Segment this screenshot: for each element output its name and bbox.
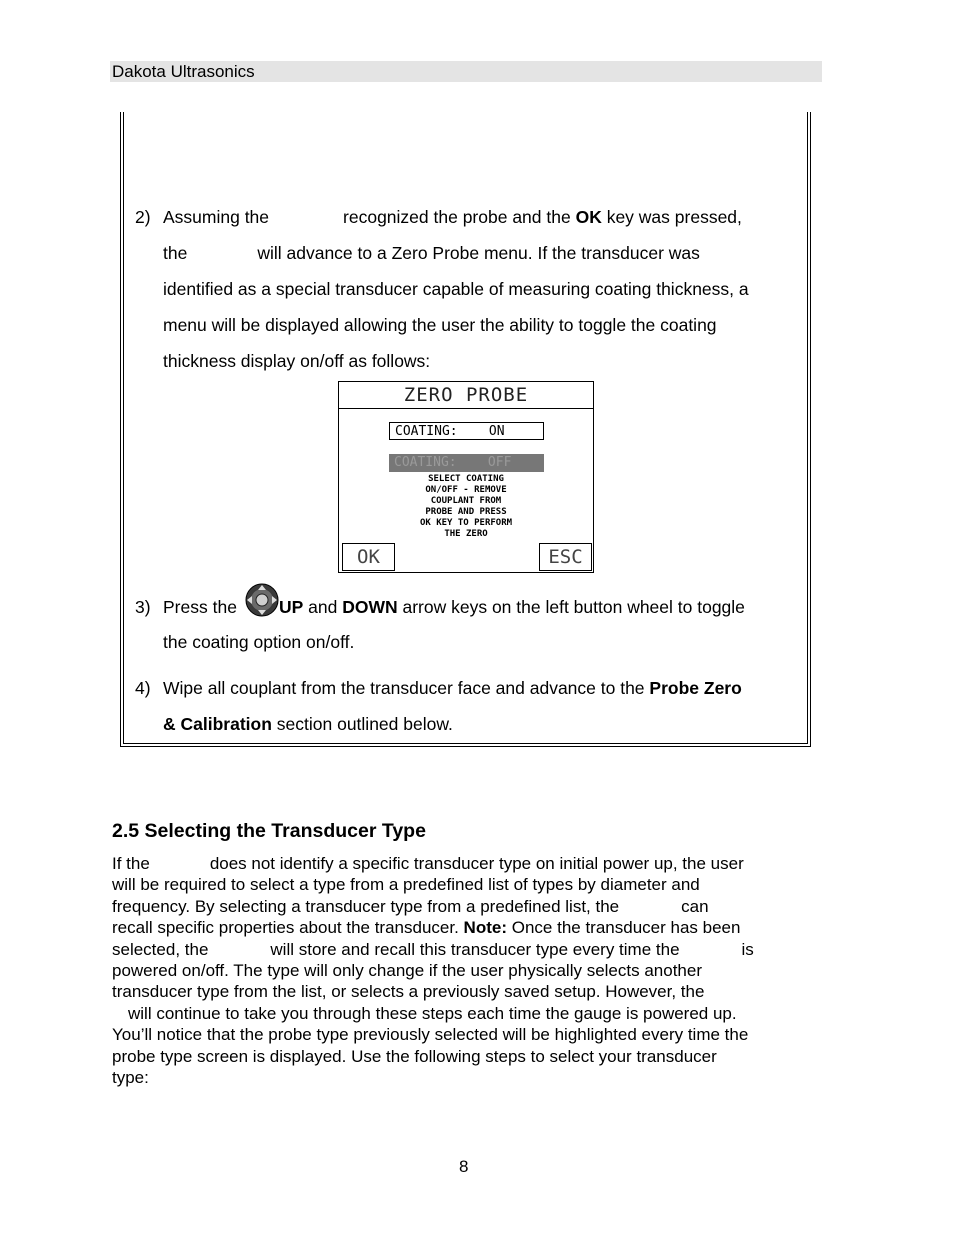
step-4: [135, 670, 805, 742]
paragraph-line: selected, the will store and recall this transducer type every time the is: [112, 939, 754, 959]
coating-on-option[interactable]: COATING: ON: [389, 422, 544, 440]
company-name: Dakota Ultrasonics: [112, 62, 255, 81]
step-3: [135, 589, 805, 661]
step-text-line: the coating option on/off.: [163, 632, 355, 652]
step-text-line: the will advance to a Zero Probe menu. If the transducer was: [163, 243, 700, 263]
paragraph-line: You’ll notice that the probe type previously selected will be highlighted every time the: [112, 1025, 749, 1045]
instruction-line: PROBE AND PRESS: [425, 507, 507, 517]
step-text-line: Assuming the recognized the probe and the OK key was pressed,: [163, 207, 742, 227]
instruction-line: SELECT COATING: [428, 474, 504, 484]
paragraph-line: powered on/off. The type will only change if the user physically selects another: [112, 961, 702, 980]
paragraph-line: frequency. By selecting a transducer type from a predefined list, the can: [112, 896, 709, 916]
step-text-line: thickness display on/off as follows:: [163, 351, 431, 371]
paragraph-line: type:: [112, 1068, 149, 1087]
step-text-line: identified as a special transducer capable of measuring coating thickness, a: [163, 279, 749, 299]
section-heading: 2.5 Selecting the Transducer Type: [112, 820, 426, 842]
button-wheel-icon: [245, 583, 279, 617]
step-2: [135, 199, 805, 379]
esc-button[interactable]: ESC: [539, 543, 592, 571]
page-number: 8: [459, 1157, 469, 1176]
coating-off-option[interactable]: COATING: OFF: [389, 454, 544, 472]
step-text-line: Press the UP and DOWN arrow keys on the left button wheel to toggle: [163, 597, 745, 617]
step-text-line: menu will be displayed allowing the user the ability to toggle the coating: [163, 315, 717, 335]
instruction-line: OK KEY TO PERFORM: [419, 518, 513, 528]
paragraph-line: will be required to select a type from a predefined list of types by diameter and: [112, 875, 700, 895]
paragraph-line: If the does not identify a specific transducer type on initial power up, the user: [112, 854, 744, 873]
step-text-line: Wipe all couplant from the transducer face and advance to the Probe Zero: [163, 678, 742, 698]
paragraph-line: transducer type from the list, or selects a previously saved setup. However, the: [112, 982, 705, 1002]
zero-probe-screen: [338, 381, 594, 573]
instruction-line: COUPLANT FROM: [430, 496, 502, 506]
paragraph-line: probe type screen is displayed. Use the following steps to select your transducer: [112, 1046, 717, 1066]
header-bar: [110, 61, 822, 82]
lcd-title: ZERO PROBE: [339, 382, 593, 409]
section-paragraph: [112, 853, 822, 1093]
instruction-line: THE ZERO: [444, 529, 488, 539]
paragraph-line: recall specific properties about the transducer. Note: Once the transducer has been: [112, 918, 741, 938]
step-text-line: & Calibration section outlined below.: [163, 714, 453, 734]
paragraph-line: will continue to take you through these steps each time the gauge is powered up.: [128, 1003, 737, 1023]
instruction-line: ON/OFF - REMOVE: [425, 485, 507, 495]
step-number: 2): [135, 207, 151, 227]
lcd-instructions: [339, 474, 593, 540]
ok-button[interactable]: OK: [342, 543, 395, 571]
step-number: 4): [135, 678, 151, 698]
step-number: 3): [135, 597, 151, 617]
